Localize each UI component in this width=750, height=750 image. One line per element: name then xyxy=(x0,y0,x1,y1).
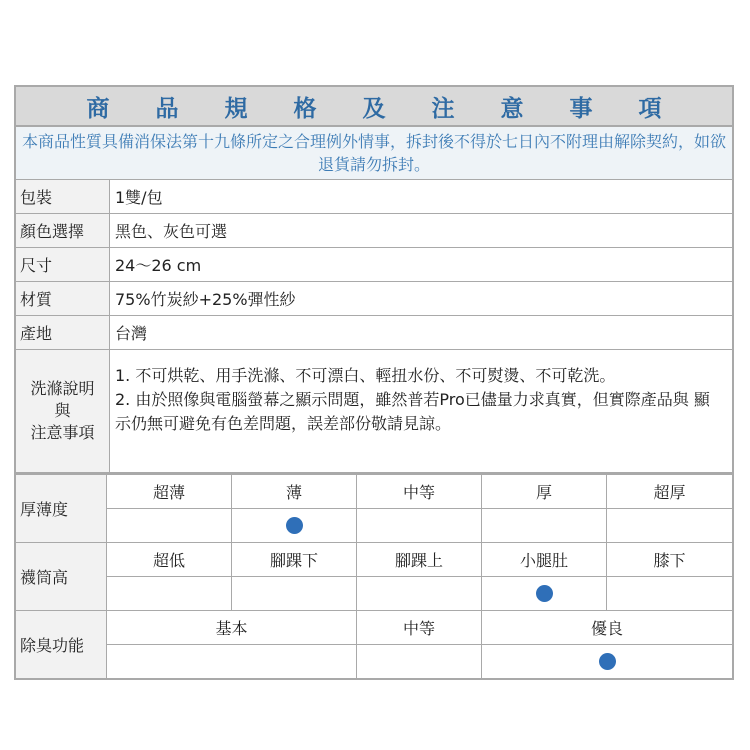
spec-label: 尺寸 xyxy=(16,248,110,281)
wash-item-1: 1. 不可烘乾、用手洗滌、不可漂白、輕扭水份、不可熨燙、不可乾洗。 xyxy=(115,366,616,385)
rating-option: 腳踝下 xyxy=(232,543,357,576)
rating-label: 襪筒高 xyxy=(16,543,107,610)
rating-marker-cell xyxy=(607,577,732,610)
spec-table xyxy=(14,85,734,680)
spec-row-material xyxy=(16,282,732,316)
rating-option: 膝下 xyxy=(653,551,686,570)
wash-label xyxy=(16,350,110,472)
rating-marker-cell xyxy=(357,509,482,542)
spec-value: 24～26 cm xyxy=(115,256,202,275)
wash-instructions xyxy=(110,350,732,472)
rating-thickness xyxy=(16,475,732,543)
rating-deodorant xyxy=(16,611,732,678)
wash-label-line: 與 xyxy=(54,401,71,420)
rating-marker-cell xyxy=(357,577,482,610)
spec-row-wash-instructions xyxy=(16,350,732,475)
rating-marker-cell xyxy=(482,509,607,542)
wash-label-line: 洗滌說明 xyxy=(30,379,95,398)
spec-row-packaging xyxy=(16,180,732,214)
rating-marker-cell xyxy=(232,577,357,610)
rating-option: 腳踝上 xyxy=(357,543,482,576)
spec-label: 包裝 xyxy=(16,180,110,213)
rating-option: 中等 xyxy=(357,475,482,508)
rating-marker-cell xyxy=(107,509,232,542)
spec-label: 材質 xyxy=(16,282,110,315)
spec-value: 1雙/包 xyxy=(115,188,163,207)
rating-marker-cell xyxy=(482,577,607,610)
selected-dot-icon xyxy=(286,517,303,534)
selected-dot-icon xyxy=(599,653,616,670)
rating-option: 超厚 xyxy=(653,483,686,502)
rating-option: 厚 xyxy=(482,475,607,508)
spec-value: 黑色、灰色可選 xyxy=(115,222,228,241)
rating-option: 超低 xyxy=(107,543,232,576)
rating-option: 基本 xyxy=(107,611,357,644)
rating-option: 薄 xyxy=(232,475,357,508)
rating-marker-cell xyxy=(107,645,357,678)
rating-option: 優良 xyxy=(590,619,623,638)
selected-dot-icon xyxy=(536,585,553,602)
wash-label-line: 注意事項 xyxy=(30,423,95,442)
spec-label: 顏色選擇 xyxy=(16,214,110,247)
rating-marker-cell xyxy=(107,577,232,610)
spec-row-size xyxy=(16,248,732,282)
rating-option: 中等 xyxy=(357,611,482,644)
rating-marker-cell xyxy=(357,645,482,678)
rating-option: 超薄 xyxy=(107,475,232,508)
rating-label: 厚薄度 xyxy=(16,475,107,542)
wash-item-2: 2. 由於照像與電腦螢幕之顯示問題，雖然普若Pro已儘量力求真實，但實際產品與 顯示仍無可避免有色差問題，誤差部份敬請見諒。 xyxy=(115,390,710,433)
rating-sock-height xyxy=(16,543,732,611)
rating-option: 小腿肚 xyxy=(482,543,607,576)
spec-row-origin xyxy=(16,316,732,350)
spec-title: 商 品 規 格 及 注 意 事 項 xyxy=(16,87,732,127)
spec-row-color xyxy=(16,214,732,248)
rating-marker-cell xyxy=(482,645,732,678)
return-policy-notice: 本商品性質具備消保法第十九條所定之合理例外情事，拆封後不得於七日內不附理由解除契約，如欲退貨請勿拆封。 xyxy=(16,127,732,180)
rating-marker-cell xyxy=(607,509,732,542)
spec-label: 產地 xyxy=(16,316,110,349)
spec-value: 75%竹炭紗+25%彈性紗 xyxy=(115,290,296,309)
rating-marker-cell xyxy=(232,509,357,542)
spec-value: 台灣 xyxy=(115,324,148,343)
rating-label: 除臭功能 xyxy=(16,611,107,678)
